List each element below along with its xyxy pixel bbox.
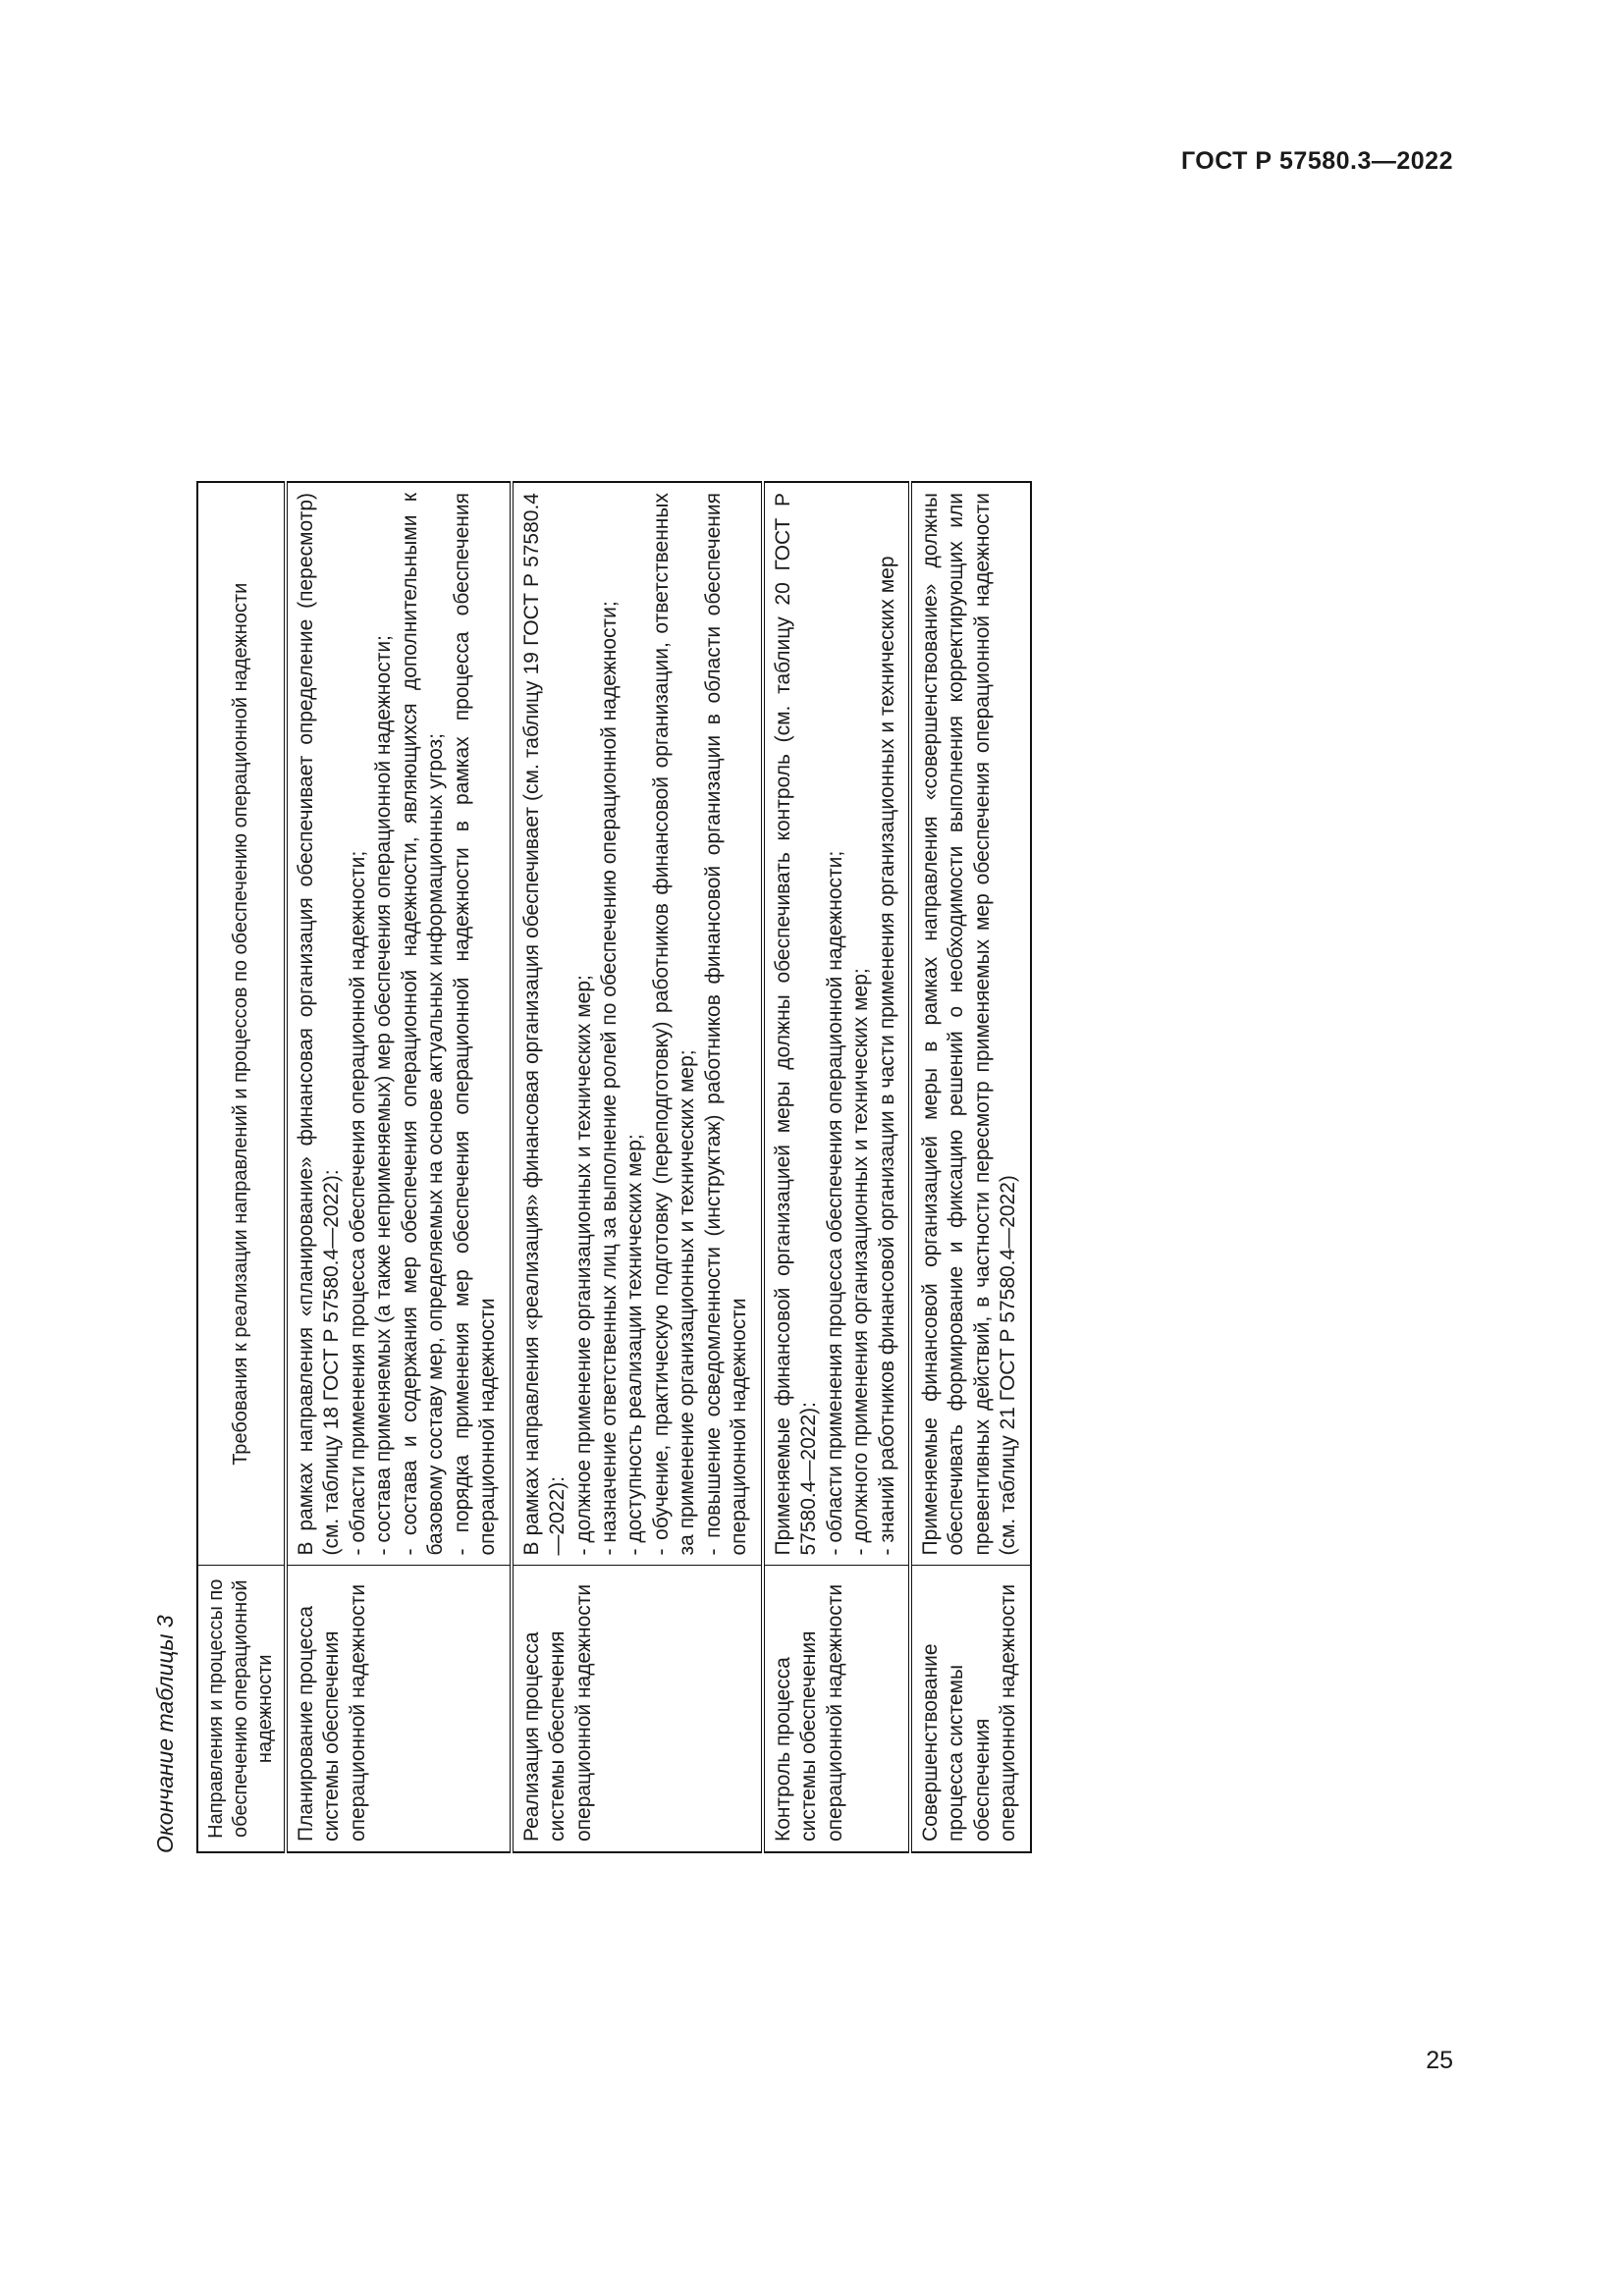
requirements-table: [196, 481, 1032, 1853]
table-row: [286, 482, 512, 1852]
table-row: [511, 482, 762, 1852]
column-header-requirements: Требования к реализации направлений и процессов по обеспечению операционной надежности: [197, 482, 286, 1566]
requirement-item: - состава и содержания мер обеспечения операционной надежности, являющихся дополнительными к базовому составу мер, определяемых на основе актуальных информационных угроз;: [397, 493, 449, 1556]
table-row: [762, 482, 909, 1852]
requirements-cell: [286, 482, 512, 1566]
column-header-directions: Направления и процессы по обеспечению операционной надежности: [197, 1566, 286, 1852]
requirement-item: - области применения процесса обеспечения операционной надежности;: [345, 493, 370, 1556]
table-header-row: [197, 482, 286, 1852]
requirements-intro: В рамках направления «реализация» финансовая организация обеспечивает (см. таблицу 19 ГОСТ Р 57580.4—2022):: [519, 492, 568, 1555]
direction-cell: Контроль процесса системы обеспечения операционной надежности: [762, 1566, 909, 1852]
direction-cell: Реализация процесса системы обеспечения операционной надежности: [511, 1566, 762, 1852]
requirement-item: - должное применение организационных и технических мер;: [570, 493, 596, 1556]
requirement-item: - должного применения организационных и технических мер;: [848, 493, 874, 1556]
requirement-item: - обучение, практическую подготовку (переподготовку) работников финансовой организации, ответственных за применение организационных и технических мер;: [648, 493, 700, 1556]
page-number: 25: [1426, 2047, 1453, 2074]
requirements-intro: Применяемые финансовой организацией меры в рамках направления «совершенствование» должны обеспечивать формирование и фиксацию решений о необходимости выполнения корректирующих или превентивных действий, в частности пересмотр применяемых мер обеспечения операционной надежности (см. таблицу 21 ГОСТ Р 57580.4—2022): [918, 492, 1019, 1555]
requirement-item: - назначение ответственных лиц за выполнение ролей по обеспечению операционной надежности;: [596, 493, 622, 1556]
requirements-cell: [909, 482, 1030, 1566]
requirements-intro: В рамках направления «планирование» финансовая организация обеспечивает определение (пересмотр) (см. таблицу 18 ГОСТ Р 57580.4—2022):: [294, 492, 343, 1555]
requirements-cell: [511, 482, 762, 1566]
requirement-item: - знаний работников финансовой организации в части применения организационных и технических мер: [874, 493, 899, 1556]
requirement-item: - повышение осведомленности (инструктаж) работников финансовой организации в области обеспечения операционной надежности: [700, 493, 752, 1556]
document-code: ГОСТ Р 57580.3—2022: [1180, 147, 1453, 175]
requirements-cell: [762, 482, 909, 1566]
table-caption: Окончание таблицы 3: [151, 1614, 178, 1853]
rotated-table-block: [145, 479, 1088, 1853]
requirement-item: - состава применяемых (а также неприменяемых) мер обеспечения операционной надежности;: [371, 493, 397, 1556]
direction-cell: Совершенствование процесса системы обеспечения операционной надежности: [909, 1566, 1030, 1852]
requirement-item: - области применения процесса обеспечения операционной надежности;: [822, 493, 847, 1556]
requirement-item: - порядка применения мер обеспечения операционной надежности в рамках процесса обеспечения операционной надежности: [449, 493, 501, 1556]
direction-cell: Планирование процесса системы обеспечения операционной надежности: [286, 1566, 512, 1852]
requirement-item: - доступность реализации технических мер;: [623, 493, 648, 1556]
table-row: [909, 482, 1030, 1852]
requirements-intro: Применяемые финансовой организацией меры должны обеспечивать контроль (см. таблицу 20 ГОСТ Р 57580.4—2022):: [771, 492, 820, 1555]
